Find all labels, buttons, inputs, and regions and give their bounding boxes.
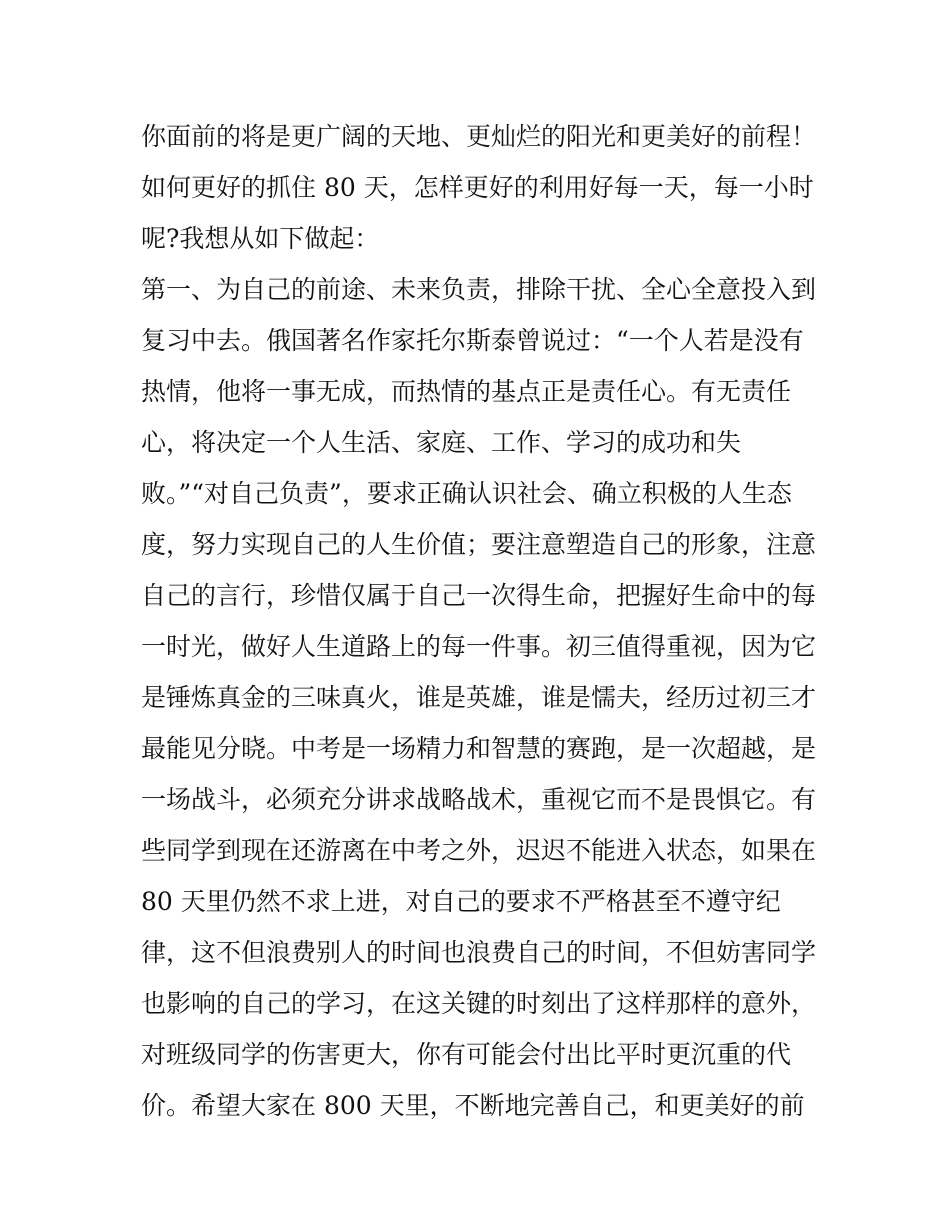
- text-line: 最能见分晓。中考是一场精力和智慧的赛跑，是一次超越，是: [141, 734, 817, 763]
- text-line: 律，这不但浪费别人的时间也浪费自己的时间，不但妨害同学: [141, 938, 817, 967]
- text-line: 价。希望大家在 800 天里，不断地完善自己，和更美好的前: [141, 1091, 805, 1120]
- text-line: 你面前的将是更广阔的天地、更灿烂的阳光和更美好的前程！: [141, 122, 817, 151]
- text-line: 呢?我想从如下做起：: [141, 224, 380, 253]
- text-line: 复习中去。俄国著名作家托尔斯泰曾说过：“一个人若是没有: [141, 326, 804, 355]
- text-line: 自己的言行，珍惜仅属于自己一次得生命，把握好生命中的每: [141, 581, 817, 610]
- text-line: 败。”“对自己负责”，要求正确认识社会、确立积极的人生态: [141, 479, 792, 508]
- text-line: 如何更好的抓住 80 天，怎样更好的利用好每一天，每一小时: [141, 173, 814, 202]
- text-line: 些同学到现在还游离在中考之外，迟迟不能进入状态，如果在: [141, 836, 817, 865]
- text-line: 第一、为自己的前途、未来负责，排除干扰、全心全意投入到: [141, 275, 817, 304]
- text-line: 一时光，做好人生道路上的每一件事。初三值得重视，因为它: [141, 632, 817, 661]
- text-line: 一场战斗，必须充分讲求战略战术，重视它而不是畏惧它。有: [141, 785, 817, 814]
- text-line: 度，努力实现自己的人生价值；要注意塑造自己的形象，注意: [141, 530, 817, 559]
- text-line: 热情，他将一事无成，而热情的基点正是责任心。有无责任: [141, 377, 792, 406]
- text-line: 心，将决定一个人生活、家庭、工作、学习的成功和失: [141, 428, 742, 457]
- text-line: 对班级同学的伤害更大，你有可能会付出比平时更沉重的代: [141, 1040, 792, 1069]
- text-line: 也影响的自己的学习，在这关键的时刻出了这样那样的意外，: [141, 989, 817, 1018]
- text-line: 是锤炼真金的三味真火，谁是英雄，谁是懦夫，经历过初三才: [141, 683, 817, 712]
- text-line: 80 天里仍然不求上进，对自己的要求不严格甚至不遵守纪: [141, 887, 781, 916]
- body-text: [141, 111, 821, 1131]
